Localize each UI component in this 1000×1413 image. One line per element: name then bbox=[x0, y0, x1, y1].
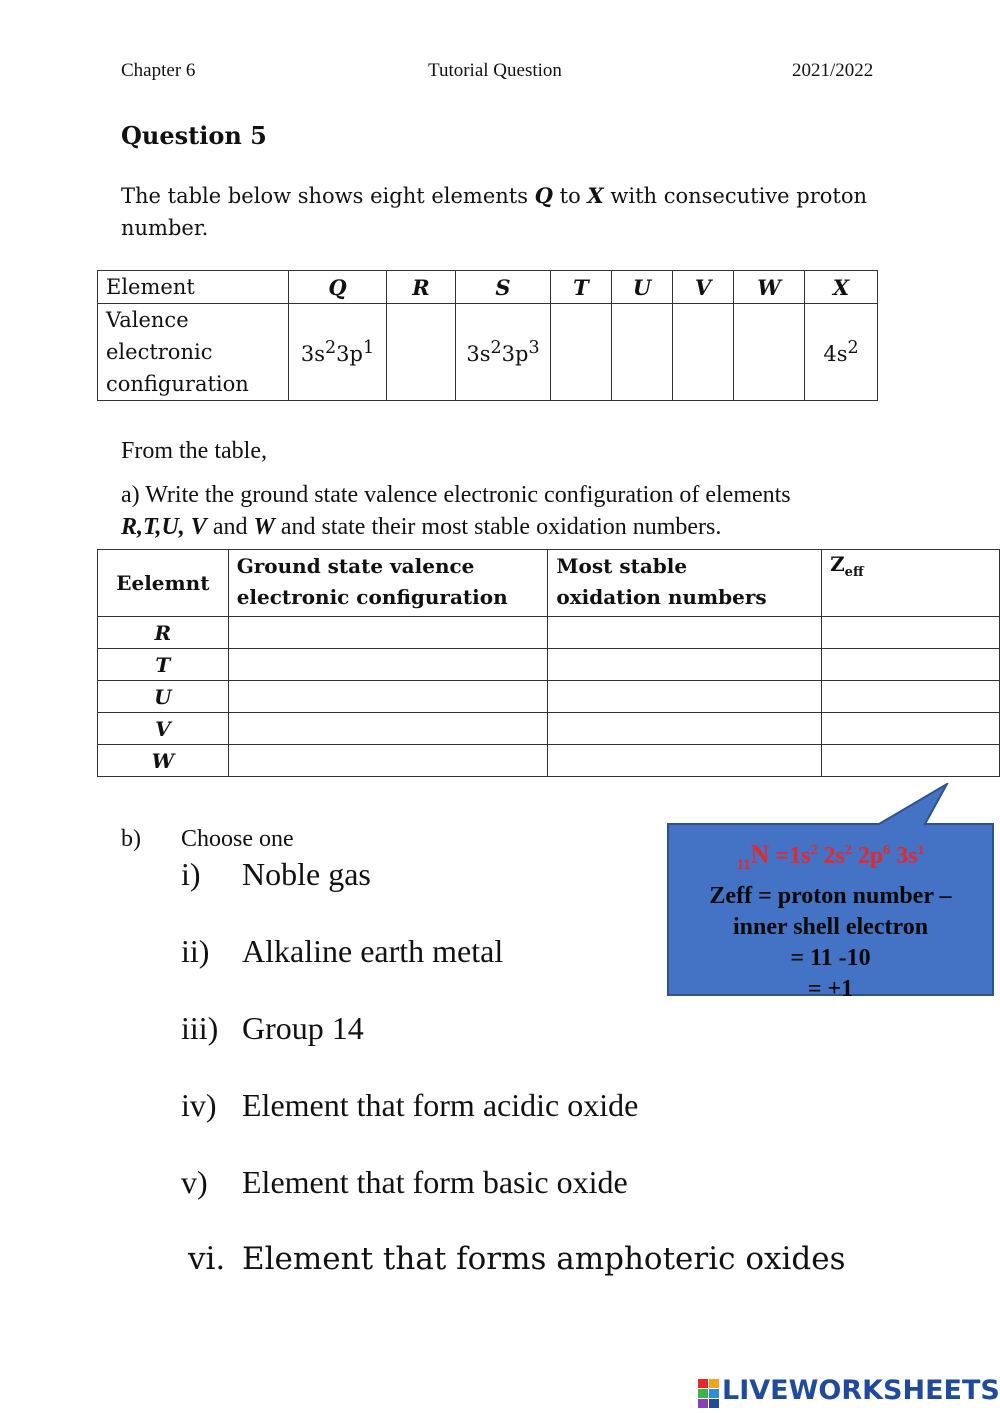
question-intro: The table below shows eight elements Q to X with consecutive proton number. bbox=[121, 183, 867, 240]
answer-oxidation-cell[interactable] bbox=[548, 745, 822, 777]
row-element-w: W bbox=[98, 745, 229, 777]
option-text: Element that form basic oxide bbox=[242, 1164, 628, 1200]
option-number: ii) bbox=[181, 933, 210, 969]
element-header: T bbox=[551, 271, 612, 304]
answer-config-cell[interactable] bbox=[228, 681, 548, 713]
logo-grid-icon bbox=[698, 1379, 720, 1409]
part-a-question: a) Write the ground state valence electronic configuration of elements R,T,U, V and W and state their most stable oxidation numbers. bbox=[121, 482, 791, 540]
header-chapter: Chapter 6 bbox=[121, 60, 196, 81]
col-header-oxidation: Most stable oxidation numbers bbox=[548, 550, 822, 617]
row-element-u: U bbox=[98, 681, 229, 713]
option-text: Element that form acidic oxide bbox=[242, 1087, 639, 1123]
row-element-t: T bbox=[98, 649, 229, 681]
config-cell-x: $4s^2$ bbox=[805, 304, 878, 401]
option-text: Noble gas bbox=[242, 856, 371, 892]
callout-line: = 11 -10 bbox=[790, 944, 871, 971]
from-table-text: From the table, bbox=[121, 438, 267, 464]
config-cell-u[interactable] bbox=[612, 304, 673, 401]
config-cell-s: $3s^23p^3$ bbox=[456, 304, 551, 401]
option-number: v) bbox=[181, 1164, 208, 1200]
question-title: Question 5 bbox=[121, 121, 267, 150]
answer-oxidation-cell[interactable] bbox=[548, 713, 822, 745]
answer-config-cell[interactable] bbox=[228, 617, 548, 649]
part-b-label: b) bbox=[121, 826, 141, 852]
option-number: vi. bbox=[188, 1241, 226, 1277]
logo-text: LIVEWORKSHEETS bbox=[722, 1375, 1000, 1406]
row-label-config: Valence electronic configuration bbox=[98, 304, 289, 401]
part-b-heading bbox=[121, 826, 294, 853]
element-header: X bbox=[805, 271, 878, 304]
element-header: Q bbox=[289, 271, 387, 304]
row-element-v: V bbox=[98, 713, 229, 745]
config-cell-q: $3s^23p^1$ bbox=[289, 304, 387, 401]
answer-table bbox=[97, 549, 1000, 777]
row-label-element: Element bbox=[98, 271, 289, 304]
callout-line: Zeff = proton number – bbox=[709, 882, 952, 909]
option-text: Group 14 bbox=[242, 1010, 364, 1046]
callout-line: = +1 bbox=[807, 975, 854, 1002]
element-header: V bbox=[673, 271, 734, 304]
answer-config-cell[interactable] bbox=[228, 745, 548, 777]
element-header: R bbox=[387, 271, 456, 304]
callout-line: inner shell electron bbox=[732, 913, 929, 940]
answer-oxidation-cell[interactable] bbox=[548, 649, 822, 681]
header-title: Tutorial Question bbox=[428, 60, 562, 81]
callout-text bbox=[667, 835, 994, 1005]
callout-config-line: $_{11}N =1s^2$ $2s^2$ $2p^6$ $3s^1$ bbox=[736, 840, 925, 873]
col-header-zeff: $Z_{eff}$ bbox=[822, 550, 1000, 617]
answer-zeff-cell[interactable] bbox=[822, 713, 1000, 745]
element-header: S bbox=[456, 271, 551, 304]
config-cell-v[interactable] bbox=[673, 304, 734, 401]
answer-zeff-cell[interactable] bbox=[822, 745, 1000, 777]
answer-oxidation-cell[interactable] bbox=[548, 617, 822, 649]
col-header-element: Eelemnt bbox=[98, 550, 229, 617]
part-b-prompt: Choose one bbox=[181, 826, 294, 852]
option-number: i) bbox=[181, 856, 201, 892]
config-cell-r[interactable] bbox=[387, 304, 456, 401]
config-cell-t[interactable] bbox=[551, 304, 612, 401]
answer-zeff-cell[interactable] bbox=[822, 681, 1000, 713]
row-element-r: R bbox=[98, 617, 229, 649]
header-session: 2021/2022 bbox=[792, 60, 874, 81]
option-text: Element that forms amphoteric oxides bbox=[242, 1241, 846, 1277]
elements-table bbox=[97, 270, 878, 401]
config-cell-w[interactable] bbox=[734, 304, 805, 401]
col-header-config: Ground state valence electronic configuration bbox=[228, 550, 548, 617]
answer-zeff-cell[interactable] bbox=[822, 649, 1000, 681]
answer-config-cell[interactable] bbox=[228, 649, 548, 681]
answer-zeff-cell[interactable] bbox=[822, 617, 1000, 649]
element-header: U bbox=[612, 271, 673, 304]
answer-config-cell[interactable] bbox=[228, 713, 548, 745]
option-text: Alkaline earth metal bbox=[242, 933, 504, 969]
answer-oxidation-cell[interactable] bbox=[548, 681, 822, 713]
option-number: iv) bbox=[181, 1087, 217, 1123]
option-number: iii) bbox=[181, 1010, 219, 1046]
element-header: W bbox=[734, 271, 805, 304]
